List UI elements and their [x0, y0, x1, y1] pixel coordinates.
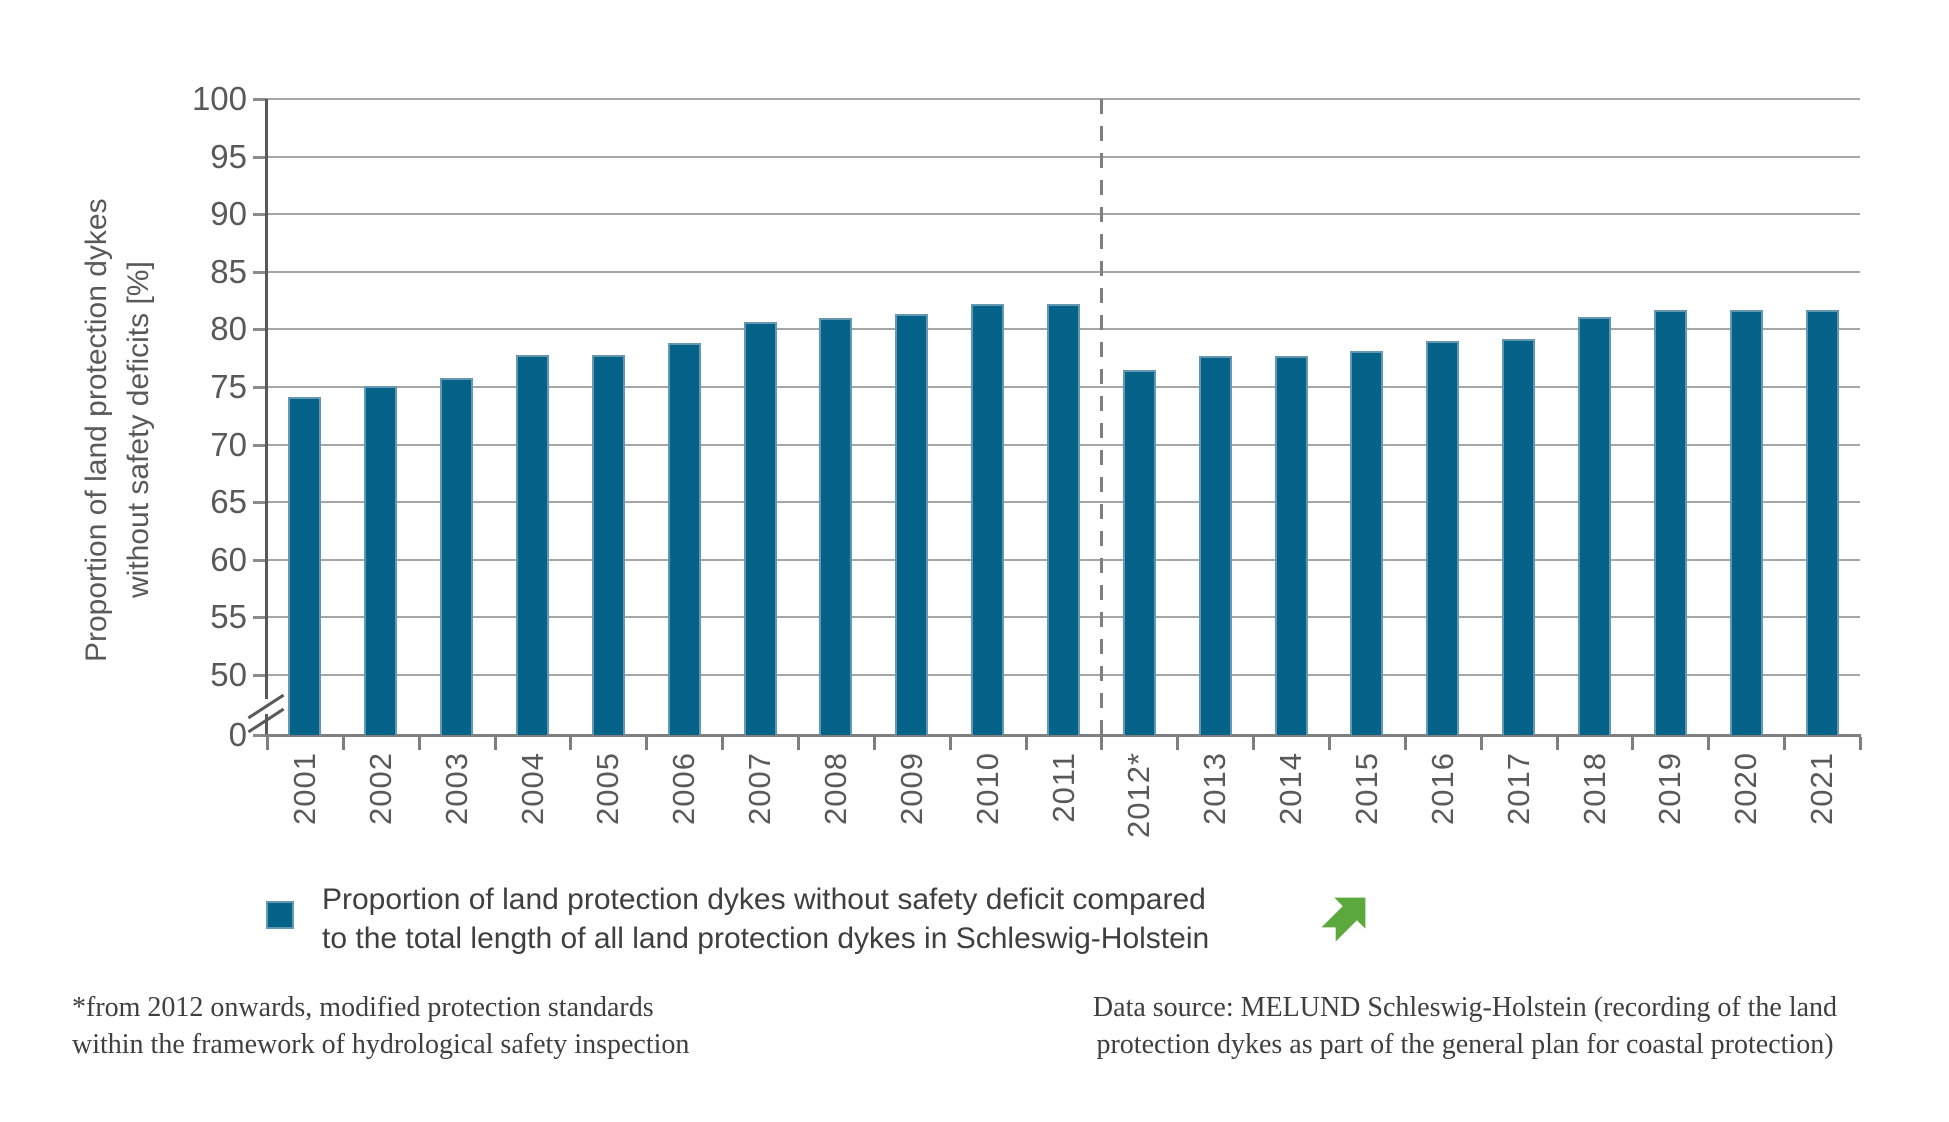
x-axis-tick	[569, 737, 572, 750]
y-axis-tick-label: 95	[210, 137, 247, 175]
bar	[1730, 310, 1763, 735]
x-axis-tick	[1480, 737, 1483, 750]
y-axis-tick-label: 0	[228, 716, 247, 753]
x-axis-tick-label: 2018	[1576, 752, 1612, 825]
bar	[819, 318, 852, 735]
x-axis-tick	[1404, 737, 1407, 750]
x-axis-tick-label: 2002	[362, 752, 398, 825]
x-axis-tick	[645, 737, 648, 750]
y-axis-tick-label: 90	[210, 195, 247, 233]
x-axis-tick	[949, 737, 952, 750]
y-axis-tick-label: 65	[210, 483, 247, 521]
footnote-left-line: within the framework of hydrological safety inspection	[72, 1029, 690, 1060]
y-axis-tick-label: 70	[210, 425, 247, 463]
x-axis-tick-label: 2013	[1197, 752, 1233, 825]
bar	[440, 378, 473, 735]
legend-label-line: to the total length of all land protection dykes in Schleswig-Holstein	[322, 922, 1210, 955]
x-axis-tick	[266, 737, 269, 750]
x-axis-tick	[1252, 737, 1255, 750]
gridline	[267, 98, 1860, 100]
bar	[1047, 304, 1080, 735]
y-axis-tick-label: 50	[210, 656, 247, 693]
bar	[895, 314, 928, 735]
x-axis-tick-label: 2008	[817, 752, 853, 825]
x-axis-tick-label: 2004	[514, 752, 550, 825]
x-axis-tick	[1556, 737, 1559, 750]
series-separator-line	[1100, 99, 1103, 735]
gridline	[267, 271, 1860, 273]
x-axis-tick	[342, 737, 345, 750]
x-axis-tick-label: 2007	[742, 752, 778, 825]
y-axis-tick-label: 75	[210, 368, 247, 405]
x-axis-tick-label: 2003	[438, 752, 474, 825]
bar	[668, 343, 701, 735]
x-axis-tick	[873, 737, 876, 750]
x-axis-tick-label: 2014	[1273, 752, 1309, 825]
bar	[516, 355, 549, 735]
bar	[364, 386, 397, 735]
y-axis-tick-label: 80	[210, 310, 247, 348]
legend-label-line: Proportion of land protection dykes without safety deficit compared	[322, 883, 1206, 916]
x-axis-tick	[1707, 737, 1710, 750]
x-axis-tick-label: 2006	[666, 752, 702, 825]
legend-label	[322, 880, 1209, 958]
y-axis-title-line: Proportion of land protection dykes	[80, 198, 113, 662]
x-axis-tick	[494, 737, 497, 750]
x-axis-tick-label: 2019	[1652, 752, 1688, 825]
x-axis-tick	[797, 737, 800, 750]
x-axis-tick-label: 2012*	[1121, 752, 1157, 839]
bar	[1123, 370, 1156, 735]
bar	[744, 322, 777, 735]
bar	[971, 304, 1004, 735]
y-axis-line	[265, 99, 268, 735]
x-axis-tick-label: 2017	[1500, 752, 1536, 825]
x-axis-tick	[1631, 737, 1634, 750]
footnote-left	[72, 989, 689, 1063]
bar	[288, 397, 321, 735]
x-axis-tick	[1328, 737, 1331, 750]
x-axis-tick-label: 2015	[1348, 752, 1384, 825]
legend-swatch	[266, 901, 294, 929]
x-axis-tick-label: 2005	[590, 752, 626, 825]
x-axis-tick	[1783, 737, 1786, 750]
x-axis-tick	[418, 737, 421, 750]
footnote-datasource-line: protection dykes as part of the general plan for coastal protection)	[1096, 1029, 1834, 1060]
bar	[1199, 356, 1232, 735]
footnote-datasource	[1035, 989, 1895, 1063]
x-axis-tick-label: 2010	[969, 752, 1005, 825]
bar	[1654, 310, 1687, 735]
x-axis-tick-label: 2011	[1045, 752, 1081, 823]
x-axis-tick-label: 2020	[1728, 752, 1764, 825]
y-axis-title-line: without safety deficits [%]	[122, 261, 155, 599]
bar	[1350, 351, 1383, 735]
y-axis-title	[76, 150, 160, 710]
bar	[1806, 310, 1839, 735]
arrow-up-right-icon	[1318, 886, 1376, 946]
x-axis-tick	[1859, 737, 1862, 750]
x-axis-tick-label: 2001	[286, 752, 322, 825]
bar	[1275, 356, 1308, 735]
x-axis-tick	[1100, 737, 1103, 750]
bar	[1426, 341, 1459, 735]
x-axis-tick-label: 2021	[1804, 752, 1840, 825]
x-axis-tick	[721, 737, 724, 750]
bar	[592, 355, 625, 735]
bar	[1502, 339, 1535, 735]
x-axis-tick	[1176, 737, 1179, 750]
y-axis-tick-label: 55	[210, 598, 247, 636]
gridline	[267, 213, 1860, 215]
x-axis-tick	[1025, 737, 1028, 750]
y-axis-tick-label: 100	[191, 80, 247, 117]
footnote-left-line: *from 2012 onwards, modified protection standards	[72, 992, 654, 1023]
bar	[1578, 317, 1611, 735]
x-axis-tick-label: 2009	[893, 752, 929, 825]
x-axis-tick-label: 2016	[1424, 752, 1460, 825]
footnote-datasource-line: Data source: MELUND Schleswig-Holstein (recording of the land	[1092, 992, 1838, 1023]
y-axis-tick-label: 85	[210, 252, 247, 290]
y-axis-tick-label: 60	[210, 540, 247, 578]
gridline	[267, 156, 1860, 158]
